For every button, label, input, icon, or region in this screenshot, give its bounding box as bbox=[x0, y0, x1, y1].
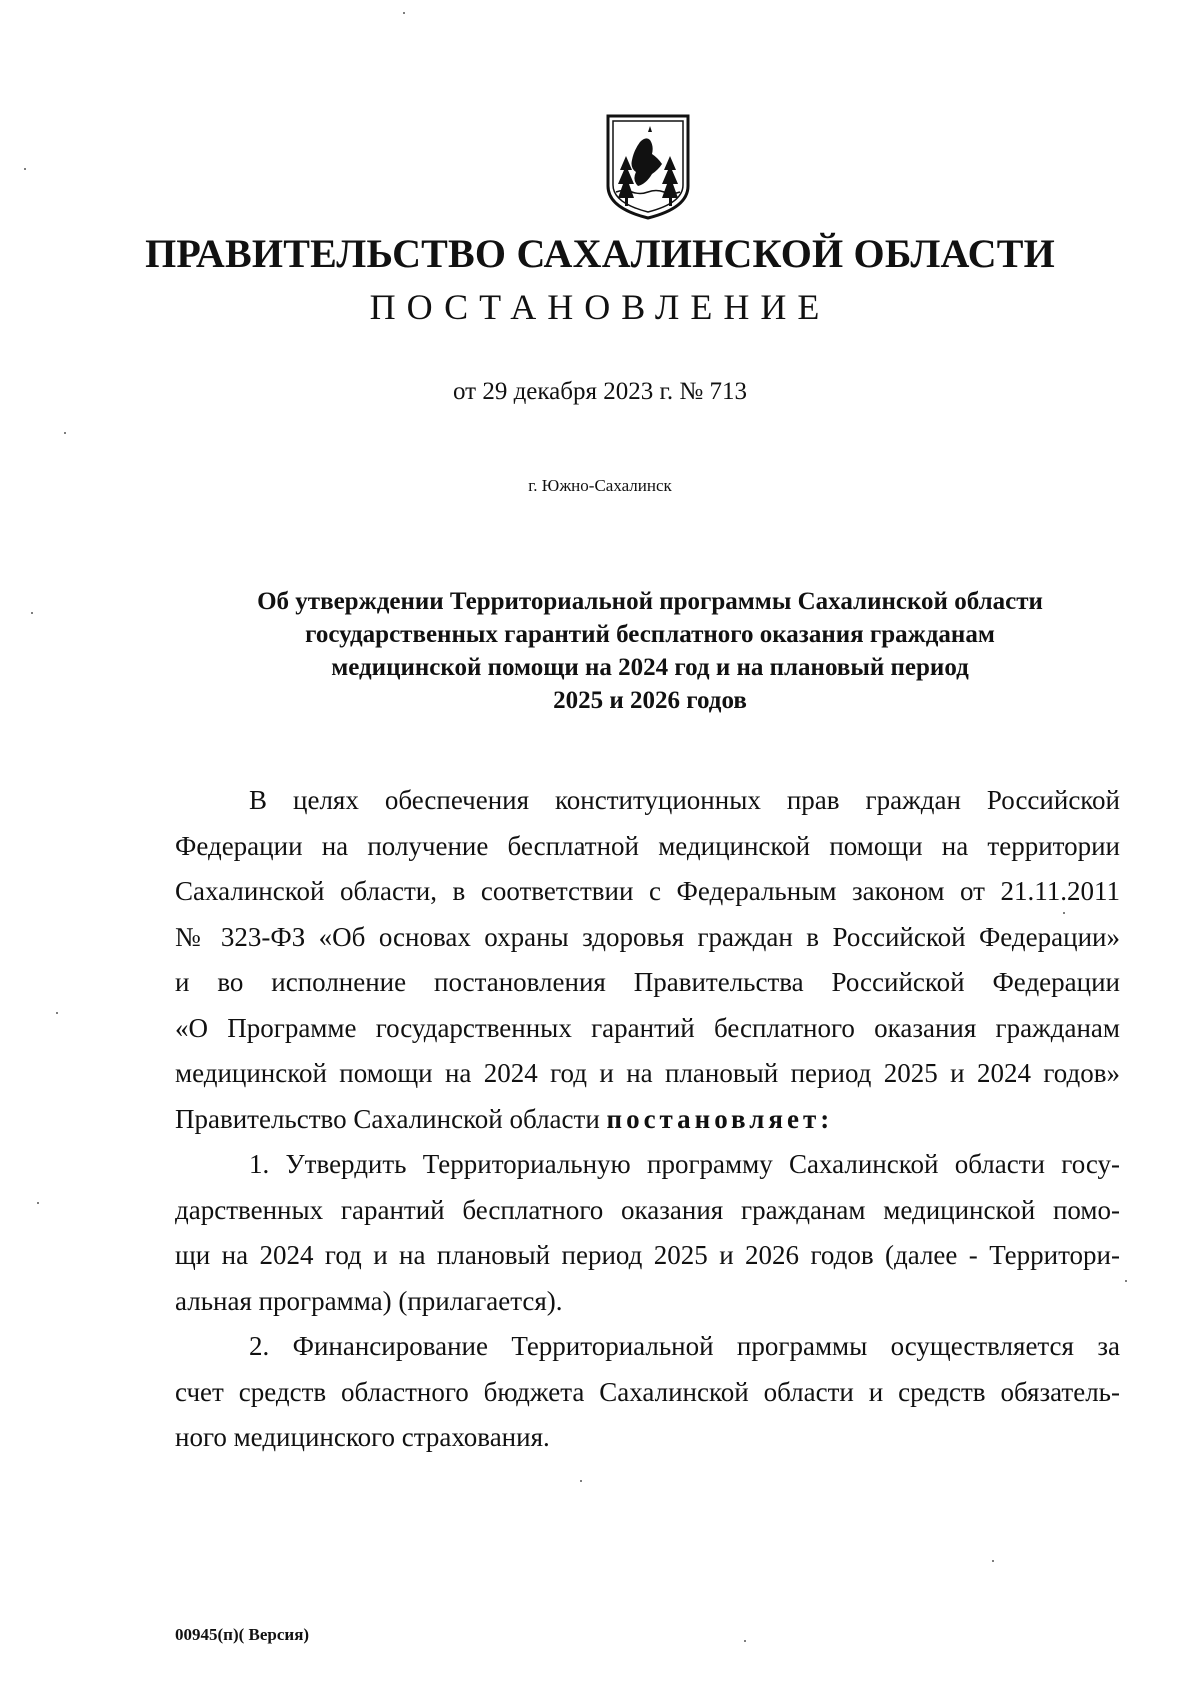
scan-speck bbox=[56, 1012, 58, 1014]
item1-line: щи на 2024 год и на плановый период 2025 и 2026 годов (далее - Территори- bbox=[175, 1240, 1120, 1270]
scan-speck bbox=[1063, 912, 1065, 914]
preamble-last-text: Правительство Сахалинской области bbox=[175, 1103, 600, 1134]
scan-speck bbox=[744, 1640, 746, 1642]
heading-line: государственных гарантий бесплатного оказания гражданам bbox=[305, 621, 995, 648]
item1-line: альная программа) (прилагается). bbox=[175, 1285, 563, 1316]
document-type: ПОСТАНОВЛЕНИЕ bbox=[369, 287, 831, 327]
document-body bbox=[175, 778, 1120, 1461]
document-city: г. Южно-Сахалинск bbox=[528, 476, 672, 495]
scan-speck bbox=[64, 432, 66, 434]
footer-document-code: 00945(п)( Версия) bbox=[175, 1625, 310, 1644]
body-line: «О Программе государственных гарантий бесплатного оказания гражданам bbox=[175, 1012, 1120, 1043]
heading-line: Об утверждении Территориальной программы Сахалинской области bbox=[257, 588, 1043, 615]
item1-line: дарственных гарантий бесплатного оказания гражданам медицинской помо- bbox=[175, 1194, 1120, 1225]
decree-word: постановляет: bbox=[606, 1103, 834, 1134]
item2-line: 2. Финансирование Территориальной программы осуществляется за bbox=[249, 1331, 1120, 1361]
scan-speck bbox=[580, 1480, 582, 1482]
body-line: В целях обеспечения конституционных прав граждан Российской bbox=[249, 785, 1120, 815]
body-line: Федерации на получение бесплатной медицинской помощи на территории bbox=[175, 830, 1120, 861]
item1-line: 1. Утвердить Территориальную программу Сахалинской области госу- bbox=[249, 1149, 1120, 1179]
item2-line: счет средств областного бюджета Сахалинской области и средств обязатель- bbox=[175, 1376, 1120, 1407]
body-line: медицинской помощи на 2024 год и на плановый период 2025 и 2024 годов» bbox=[175, 1058, 1120, 1088]
scan-speck bbox=[403, 12, 405, 14]
coat-of-arms-emblem bbox=[602, 112, 694, 220]
scan-speck bbox=[992, 1560, 994, 1562]
body-line: Сахалинской области, в соответствии с Федеральным законом от 21.11.2011 bbox=[175, 876, 1120, 906]
scan-speck bbox=[31, 612, 33, 614]
body-line-decree bbox=[175, 1097, 1120, 1143]
scan-speck bbox=[37, 1202, 39, 1204]
document-heading bbox=[160, 585, 1140, 717]
government-title: ПРАВИТЕЛЬСТВО САХАЛИНСКОЙ ОБЛАСТИ bbox=[145, 231, 1055, 276]
heading-line: медицинской помощи на 2024 год и на плановый период bbox=[331, 654, 969, 681]
scan-speck bbox=[24, 168, 26, 170]
heading-line: 2025 и 2026 годов bbox=[553, 687, 747, 714]
body-line: и во исполнение постановления Правительства Российской Федерации bbox=[175, 967, 1120, 997]
document-date-number: от 29 декабря 2023 г. № 713 bbox=[452, 378, 748, 405]
scan-speck bbox=[1125, 1280, 1127, 1282]
body-line: № 323-ФЗ «Об основах охраны здоровья граждан в Российской Федерации» bbox=[175, 921, 1120, 952]
item2-line: ного медицинского страхования. bbox=[175, 1422, 550, 1452]
